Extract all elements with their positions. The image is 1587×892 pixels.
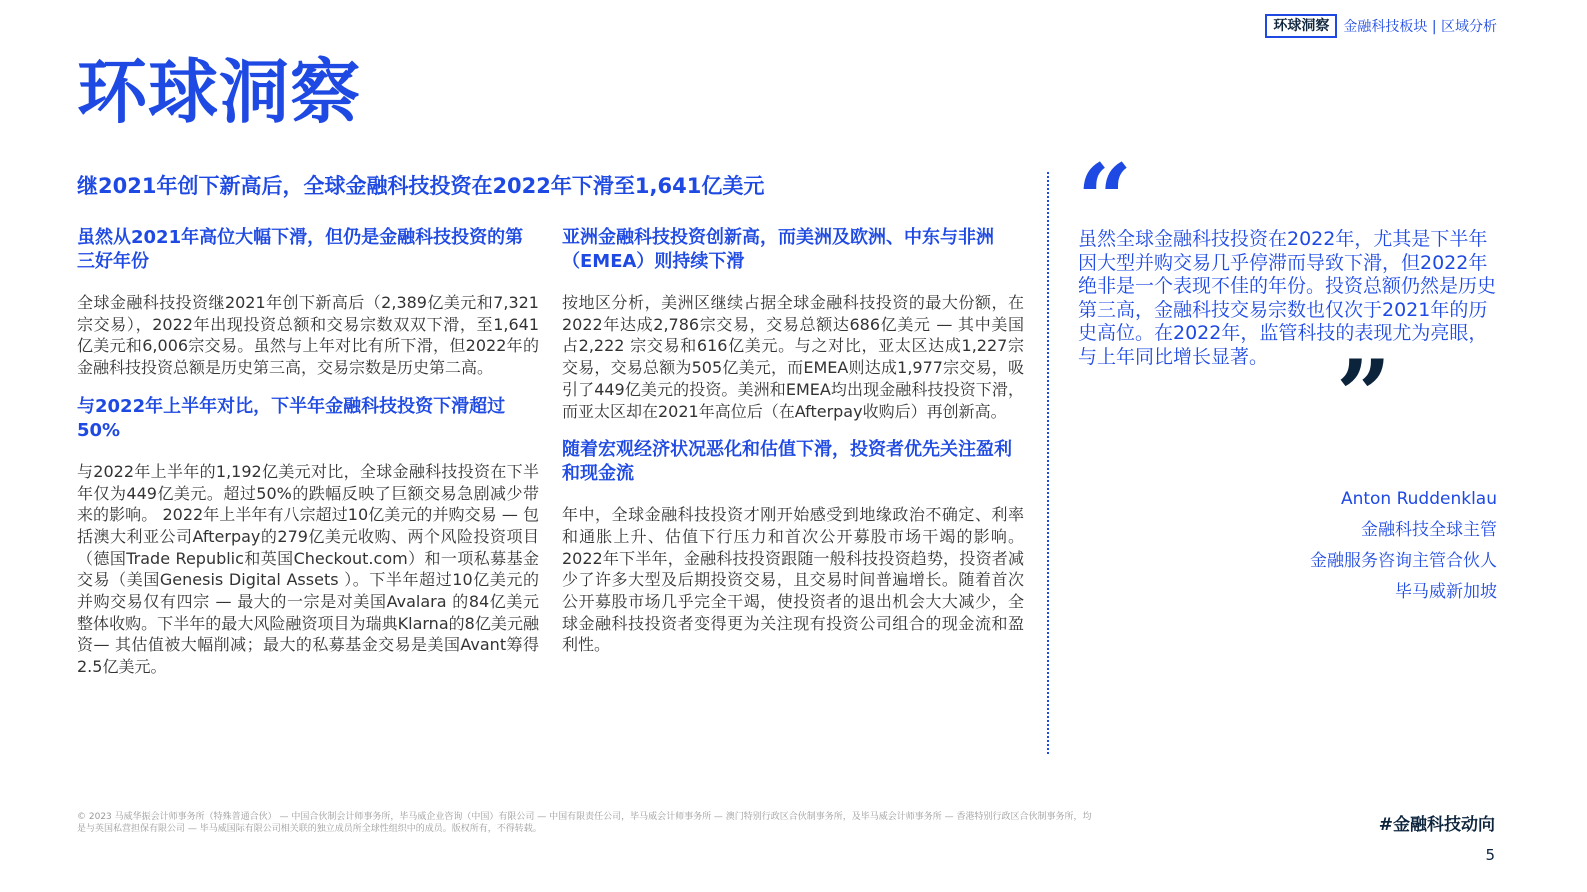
footer-legal-text: © 2023 马威华振会计师事务所（特殊普通合伙） — 中国合伙制会计师事务所，毕马威企业咨询（中国）有限公司 — 中国有限责任公司，毕马威会计师事务所 — 澳门特别行政区合伙制事务所，及毕马威会计师事务所 — 香港特别行政区合伙制事务所，均是与英国私营担保有限公司 — 毕马威国际有限公司相关联的独立成员所全球性组织中的成员。版权所有，不得转载。 — [77, 812, 1092, 834]
attribution-title: 金融科技全球主管 — [1361, 520, 1497, 540]
headline: 继2021年创下新高后，全球金融科技投资在2022年下滑至1,641亿美元 — [77, 174, 765, 198]
left-column — [77, 226, 539, 694]
section-body: 年中，全球金融科技投资才刚开始感受到地缘政治不确定、利率和通胀上升、估值下行压力和首次公开募股市场干竭的影响。2022年下半年，金融科技投资跟随一般科技投资趋势，投资者减少了许多大型及后期投资交易，且交易时间普遍增长。随着首次公开募股市场几乎完全干竭，使投资者的退出机会大大减少，全球金融科技投资者变得更为关注现有投资公司组合的现金流和盈利性。 — [562, 505, 1024, 655]
nav-breadcrumb[interactable]: 金融科技板块 | 区域分析 — [1343, 19, 1497, 35]
section-body: 与2022年上半年的1,192亿美元对比，全球金融科技投资在下半年仅为449亿美元。超过50%的跌幅反映了巨额交易急剧减少带来的影响。 2022年上半年有八宗超过10亿美元的并购交易 — 包括澳大利亚公司Afterpay的279亿美元收购、两个风险投资项目（德国Trade Republic和英国Checkout.com）和一项私募基金交易（美国Genesis Digital Assets ）。下半年超过10亿美元的并购交易仅有四宗 — 最大的一宗是对美国Avalara 的84亿美元整体收购。下半年的最大风险融资项目为瑞典Klarna的8亿美元融资— 其估值被大幅削减；最大的私募基金交易是美国Avant筹得2.5亿美元。 — [77, 461, 539, 677]
section-body: 按地区分析，美洲区继续占据全球金融科技投资的最大份额，在2022年达成2,786宗交易，交易总额达686亿美元 — 其中美国占2,222 宗交易和616亿美元。与之对比，亚太区达成1,227宗交易，交易总额为505亿美元，而EMEA则达成1,977宗交易，吸引了449亿美元的投资。美洲和EMEA均出现金融科技投资下滑，而亚太区却在2021年高位后（在Afterpay收购后）再创新高。 — [562, 293, 1024, 421]
section-title: 虽然从2021年高位大幅下滑，但仍是金融科技投资的第三好年份 — [77, 227, 524, 272]
pull-quote: 虽然全球金融科技投资在2022年，尤其是下半年因大型并购交易几乎停滞而导致下滑，但2022年绝非是一个表现不佳的年份。投资总额仍然是历史第三高，金融科技交易宗数也仅次于2021年的历史高位。在2022年，监管科技的表现尤为亮眼，与上年同比增长显著。 — [1078, 228, 1497, 368]
section-title: 随着宏观经济状况恶化和估值下滑，投资者优先关注盈利和现金流 — [562, 439, 1012, 485]
section-title: 与2022年上半年对比，下半年金融科技投资下滑超过50% — [77, 395, 506, 441]
attribution-org: 毕马威新加坡 — [1395, 582, 1497, 602]
quote-attribution — [1310, 484, 1497, 608]
hashtag-link[interactable]: #金融科技动向 — [1378, 815, 1495, 835]
top-navigation — [1265, 14, 1497, 38]
page-number: 5 — [1485, 846, 1495, 864]
page-title: 环球洞察 — [77, 51, 361, 133]
section-body: 全球金融科技投资继2021年创下新高后（2,389亿美元和7,321 宗交易），2022年出现投资总额和交易宗数双双下滑，至1,641亿美元和6,006宗交易。虽然与上年对比有所下滑，但2022年的金融科技投资总额是历史第三高，交易宗数是历史第二高。 — [77, 293, 539, 378]
middle-column — [562, 226, 1024, 672]
attribution-name: Anton Ruddenklau — [1340, 489, 1497, 509]
section-title: 亚洲金融科技投资创新高，而美洲及欧洲、中东与非洲（EMEA）则持续下滑 — [562, 227, 994, 272]
open-quote-icon: “ — [1077, 143, 1133, 256]
nav-section-badge[interactable]: 环球洞察 — [1265, 14, 1337, 38]
close-quote-icon: ” — [1336, 339, 1392, 452]
column-divider — [1047, 172, 1049, 754]
attribution-title: 金融服务咨询主管合伙人 — [1310, 551, 1497, 571]
